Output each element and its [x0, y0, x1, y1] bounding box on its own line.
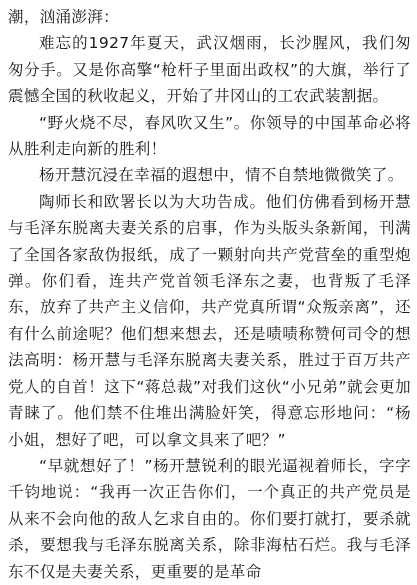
paragraph-1: 潮，汹涌澎湃： [8, 8, 119, 26]
paragraph-5: 陶师长和欧署长以为大功告成。他们仿佛看到杨开慧与毛泽东脱离夫妻关系的启事，作为头版头条新闻，刊满了全国各家敌伪报纸，成了一颗射向共产党营垒的重型炮弹。你们看，连共产党首领毛泽东之妻，也背叛了毛泽东，放弃了共产主义信仰，共产党真所谓“众叛亲离”，还有什么前途呢？他们想来想去，还是啧啧称赞何司令的想法高明：杨开慧与毛泽东脱离夫妻关系，胜过于百万共产党人的自首！这下“蒋总裁”对我们这伙“小兄弟”就会更加青睐了。他们禁不住堆出满脸奸笑，得意忘形地问：“杨小姐，想好了吧，可以拿文具来了吧？” [8, 192, 411, 449]
paragraph-3: “野火烧不尽，春风吹又生”。你领导的中国革命必将从胜利走向新的胜利！ [8, 113, 411, 159]
paragraph-2: 难忘的1927年夏天，武汉烟雨，长沙腥风，我们匆匆分手。又是你高擎“枪杆子里面出政权”的大旗，举行了震憾全国的秋收起义，开始了井冈山的工农武装割据。 [8, 34, 411, 106]
paragraph-4: 杨开慧沉浸在幸福的遐想中，情不自禁地微微笑了。 [39, 166, 404, 185]
paragraph-6: “早就想好了！”杨开慧锐利的眼光逼视着师长，字字千钧地说：“我再一次正告你们，一个真正的共产党员是从来不会向他的敌人乞求自由的。你们要打就打，要杀就杀，要想我与毛泽东脱离关系，除非海枯石烂。我与毛泽东不仅是夫妻关系，更重要的是革命 [8, 456, 411, 581]
